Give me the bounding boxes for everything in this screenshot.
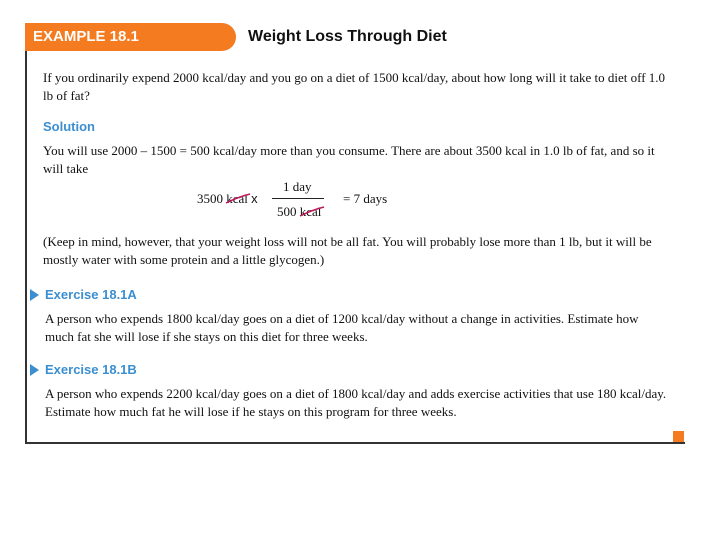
problem-text: If you ordinarily expend 2000 kcal/day and you go on a diet of 1500 kcal/day, about how long will it take to diet off 1.0 lb of fat? — [43, 70, 666, 103]
solution-heading: Solution — [43, 119, 95, 134]
solution-note: (Keep in mind, however, that your weight loss will not be all fat. You will probably lose more than 1 lb, but it will be mostly water with some protein and a little glycogen.) — [43, 234, 652, 267]
equation-result: = 7 days — [343, 191, 388, 206]
fraction-denominator — [277, 204, 321, 220]
exercise-b-heading: Exercise 18.1B — [45, 362, 137, 377]
denominator-unit-cancelled — [300, 204, 322, 220]
denominator-number: 500 — [277, 204, 297, 219]
exercise-a-marker-icon — [30, 289, 39, 301]
frame-bottom-border — [25, 442, 685, 444]
exercise-b-marker-icon — [30, 364, 39, 376]
exercise-a-heading: Exercise 18.1A — [45, 287, 137, 302]
exercise-b-text: A person who expends 2200 kcal/day goes on a diet of 1800 kcal/day and adds exercise activities that use 180 kcal/day. Estimate how much fat he will lose if he stays on this program for three weeks. — [45, 386, 667, 419]
cancel-strike-icon — [299, 206, 325, 218]
equation-lhs — [197, 191, 258, 207]
frame-left-border — [25, 51, 27, 444]
example-label: EXAMPLE 18.1 — [25, 23, 236, 51]
denominator-unit: kcal — [299, 204, 322, 219]
solution-intro: You will use 2000 – 1500 = 500 kcal/day more than you consume. There are about 3500 kcal in 1.0 lb of fat, and so it will take — [43, 143, 655, 176]
exercise-a-text: A person who expends 1800 kcal/day goes on a diet of 1200 kcal/day without a change in activities. Estimate how much fat she will lose if she stays on this diet for three weeks. — [45, 311, 639, 344]
corner-marker — [673, 431, 684, 442]
fraction-numerator: 1 day — [283, 179, 312, 194]
times-sign: x — [251, 191, 258, 206]
lhs-unit: kcal — [226, 191, 248, 206]
cancel-strike-icon — [225, 193, 251, 205]
page-title: Weight Loss Through Diet — [248, 28, 447, 45]
fraction-bar — [272, 198, 324, 199]
lhs-number: 3500 — [197, 191, 223, 206]
lhs-unit-cancelled — [226, 191, 248, 207]
